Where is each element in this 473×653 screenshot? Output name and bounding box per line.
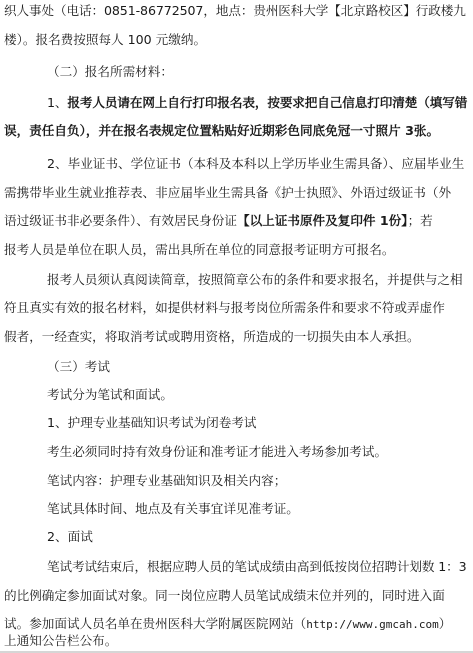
line-text: 笔试内容：护理专业基础知识及相关内容； [47, 473, 287, 488]
section-heading [47, 61, 469, 83]
text-line [47, 412, 469, 434]
bold-text: 报考人员请在网上自行打印报名表，按要求把自己信息打印清楚（填写错 [67, 95, 468, 110]
text-line [4, 210, 469, 232]
line-text: ） [438, 616, 452, 631]
line-text: 考生必须同时持有效身份证和准考证才能进入考场参加考试。 [47, 444, 388, 459]
text-line [4, 585, 469, 607]
line-text: 报考人员须认真阅读简章，按照简章公布的条件和要求报名，并提供与之相 [47, 272, 463, 287]
text-line [4, 182, 469, 204]
bold-text: 误，责任自负），并在报名表规定位置粘贴好近期彩色同底免冠一寸照片 3张。 [4, 123, 440, 138]
text-line [47, 153, 469, 175]
line-text: 试。参加面试人员名单在贵州医科大学附属医院网站（ [4, 616, 307, 631]
text-line [47, 92, 469, 114]
section-heading [47, 356, 469, 378]
line-text: 2、面试 [47, 529, 93, 544]
bold-text: 【以上证书原件及复印件 1份】 [236, 213, 408, 228]
line-text: 符且真实有效的报名材料，如提供材料与报考岗位所需条件和要求不符或弄虚作 [4, 300, 445, 315]
website-url: http://www.gmcah.com [306, 618, 439, 631]
text-line [4, 630, 469, 652]
text-line [47, 470, 469, 492]
line-text: 上通知公告栏公布。 [4, 633, 118, 648]
line-text: ；若 [407, 213, 433, 228]
line-text: 的比例确定参加面试对象。同一岗位应聘人员笔试成绩末位并列的，同时进入面 [4, 588, 445, 603]
text-line [4, 0, 469, 22]
line-text: 织人事处（电话：0851-86772507，地点：贵州医科大学【北京路校区】行政楼九 [4, 3, 466, 18]
text-line [4, 326, 469, 348]
line-text: 考试分为笔试和面试。 [47, 387, 173, 402]
text-line [47, 384, 469, 406]
text-line [47, 269, 469, 291]
line-text: 1、护理专业基础知识考试为闭卷考试 [47, 415, 257, 430]
text-line [47, 526, 469, 548]
line-text: 报考人员是单位在职人员，需出具所在单位的同意报考证明方可报名。 [4, 242, 395, 257]
line-text: 笔试考试结束后，根据应聘人员的笔试成绩由高到低按岗位招聘计划数 1：3 [47, 559, 467, 574]
text-line [47, 556, 469, 578]
line-text: 笔试具体时间、地点及有关事宜详见准考证。 [47, 501, 299, 516]
line-text: 楼）。报名费按照每人 100 元缴纳。 [4, 32, 207, 47]
text-line [47, 498, 469, 520]
line-text: 假者，一经查实，将取消考试或聘用资格，所造成的一切损失由本人承担。 [4, 329, 420, 344]
line-text: 需携带毕业生就业推荐表、非应届毕业生需具备《护士执照》、外语过级证书（外 [4, 185, 452, 200]
line-text: 1、 [47, 95, 68, 110]
heading-text: （三）考试 [47, 359, 110, 374]
text-line [4, 239, 469, 261]
text-line [47, 441, 469, 463]
line-text: 语过级证书非必要条件）、有效居民身份证 [4, 213, 237, 228]
line-text: 2、毕业证书、学位证书（本科及本科以上学历毕业生需具备）、应届毕业生 [47, 156, 465, 171]
text-line [4, 297, 469, 319]
text-line [4, 29, 469, 51]
heading-text: （二）报名所需材料： [47, 64, 173, 79]
text-line [4, 120, 469, 142]
